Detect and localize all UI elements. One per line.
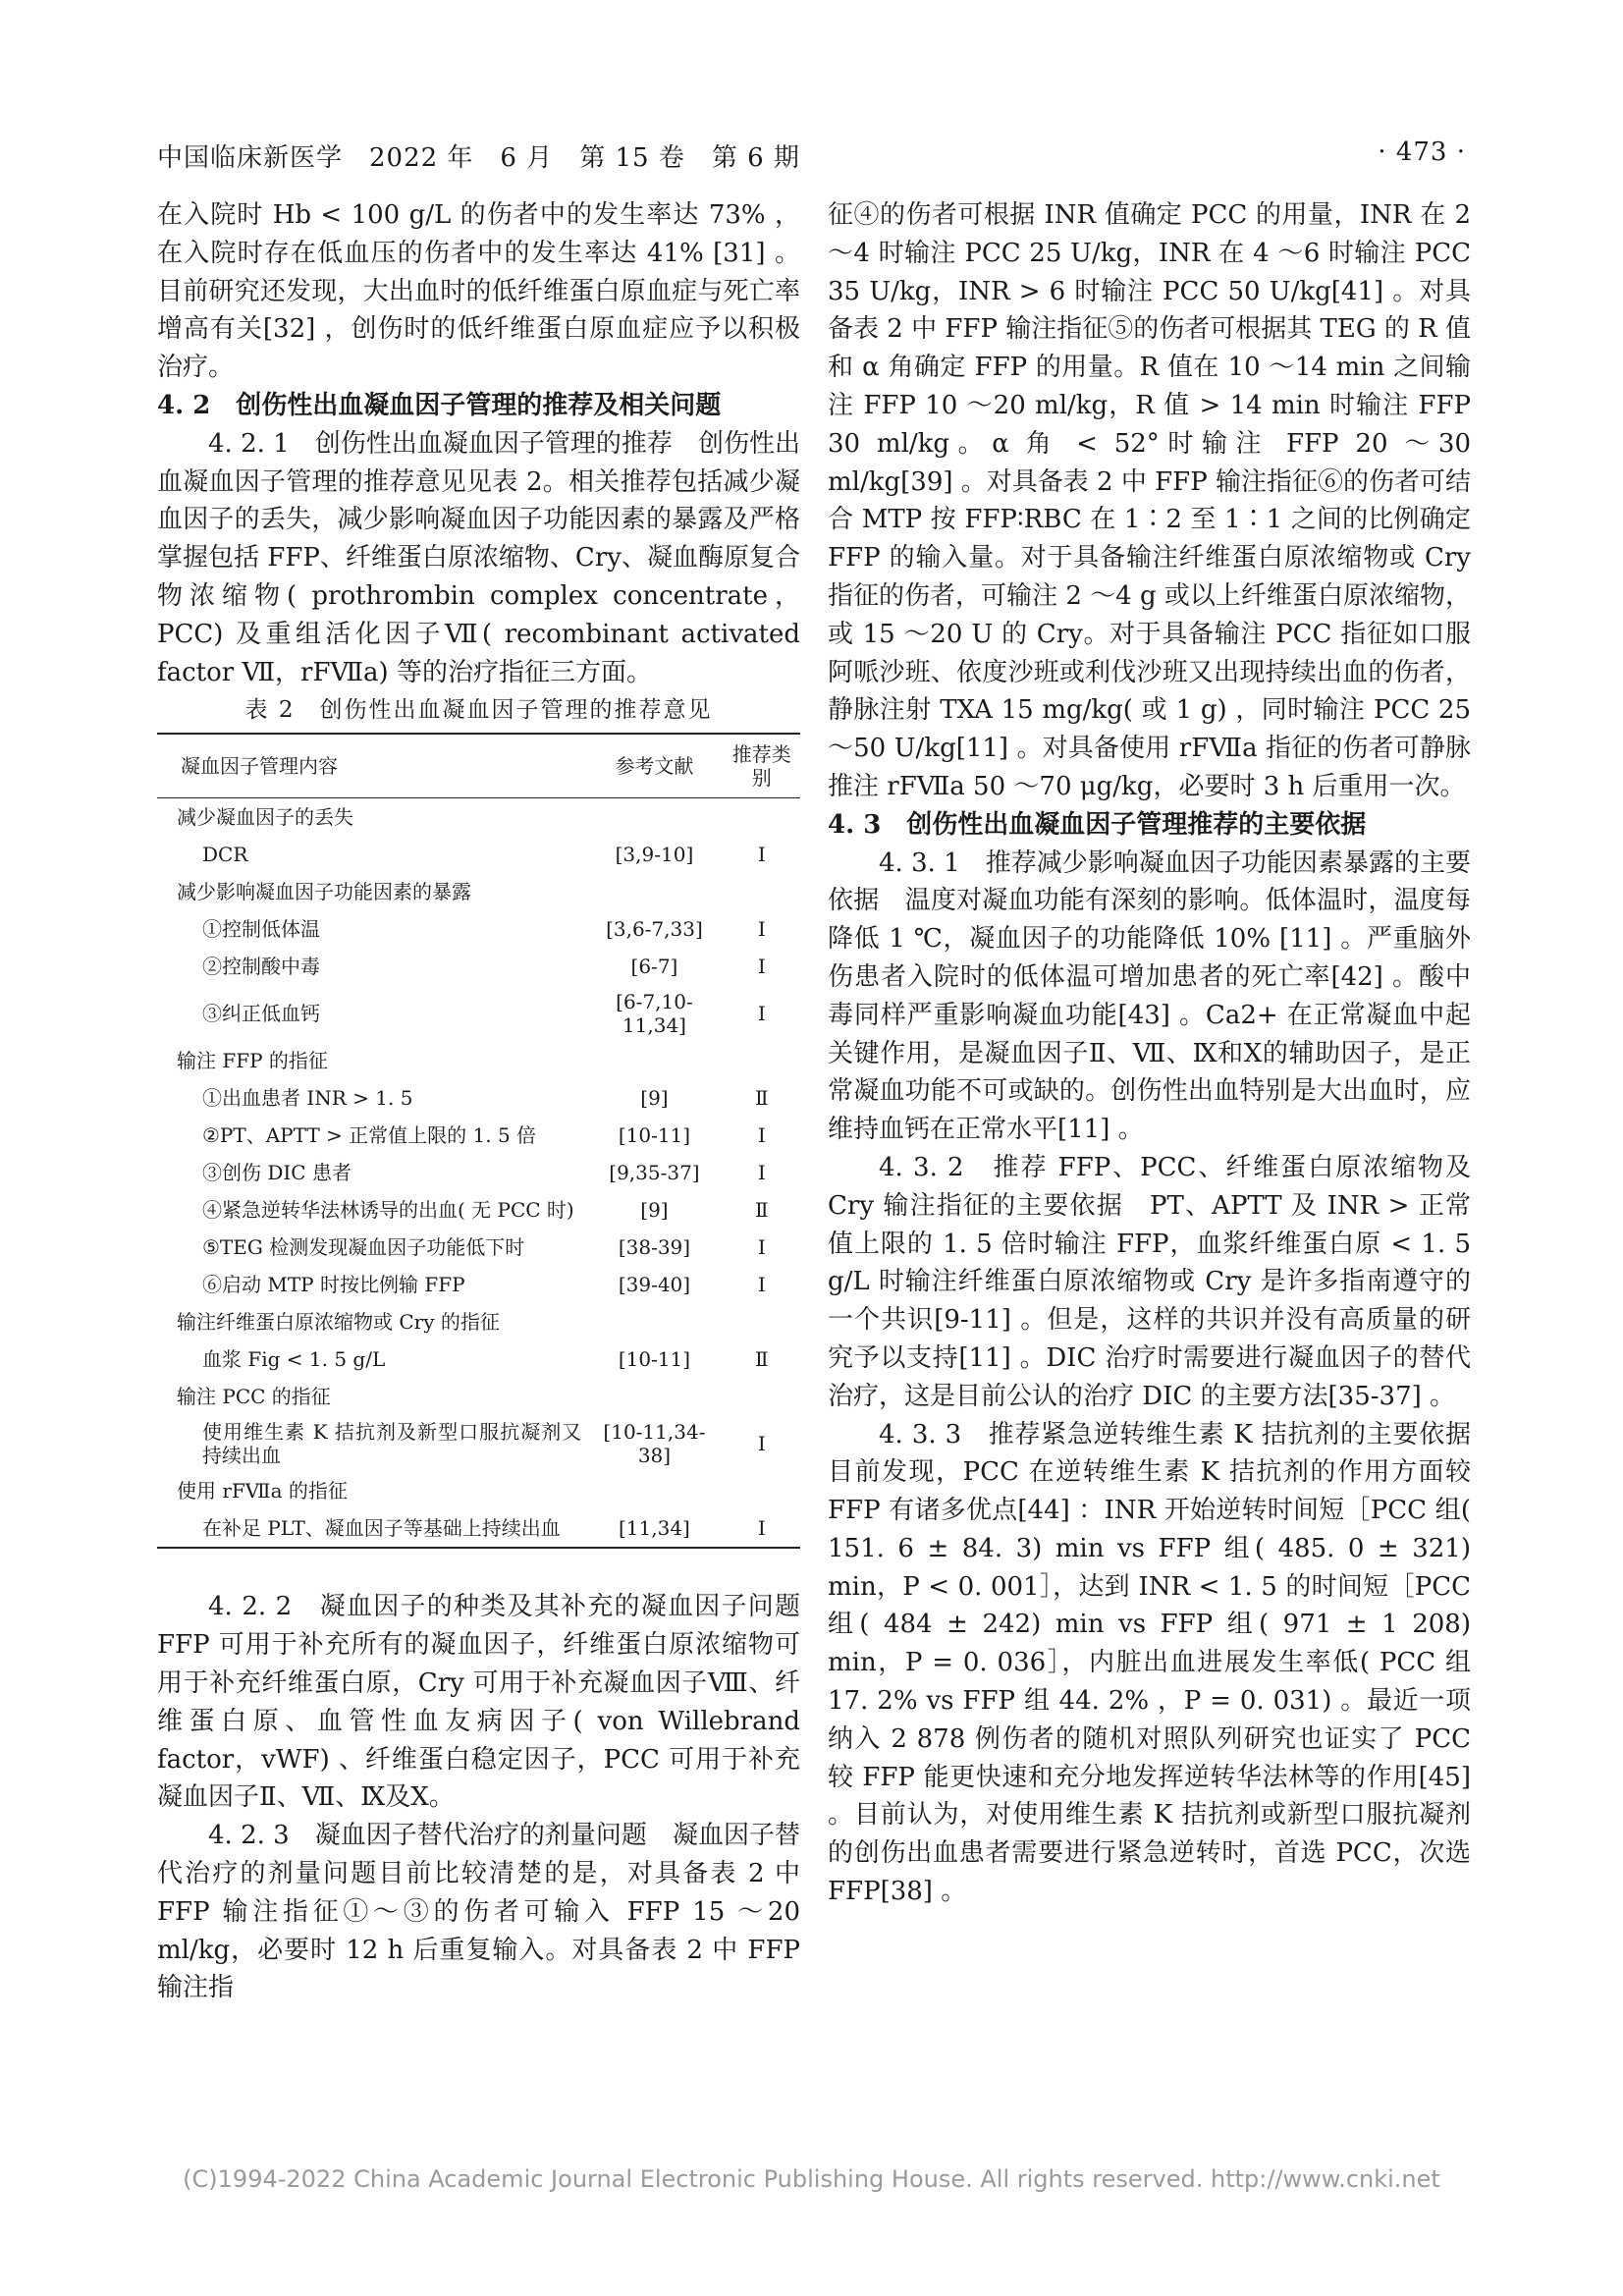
table-body (157, 798, 800, 1549)
cell-reference: [38-39] (618, 1235, 691, 1260)
cell-grade: Ⅰ (757, 843, 766, 867)
left-column (157, 196, 827, 2007)
running-header-journal: 中国临床新医学 2022 年 6 月 第 15 卷 第 6 期 (157, 143, 800, 173)
cell-reference: [9] (640, 1198, 669, 1223)
cell-content: ⑥启动 MTP 时按比例输 FFP (202, 1273, 465, 1297)
table-row (157, 948, 800, 985)
table-row (157, 1340, 800, 1378)
table-row (157, 985, 800, 1042)
cell-grade: Ⅰ (757, 955, 766, 979)
cell-reference (585, 1042, 723, 1079)
cell-reference: [11,34] (619, 1516, 690, 1541)
cell-content: 使用维生素 K 拮抗剂及新型口服抗凝剂又持续出血 (202, 1420, 582, 1468)
cell-reference (585, 873, 723, 910)
paragraph-4-2-1: 4. 2. 1 创伤性出血凝血因子管理的推荐 创伤性出血凝血因子管理的推荐意见见表 2。相关推荐包括减少凝血因子的丢失，减少影响凝血因子功能因素的暴露及严格掌握包括 FFP、纤维蛋白原浓缩物、Cry、凝血酶原复合物浓缩物( prothrombin complex concentrate，PCC) 及重组活化因子Ⅶ( recombinant activated factor Ⅶ，rFⅦa) 等的治疗指征三方面。 (157, 428, 800, 687)
cell-reference: [10-11,34-38] (603, 1420, 706, 1468)
table-row (157, 1191, 800, 1229)
cell-reference: [10-11] (618, 1347, 691, 1372)
cell-content: ①控制低体温 (202, 917, 320, 942)
table-row (157, 1154, 800, 1191)
cell-reference: [10-11] (618, 1123, 691, 1148)
cell-reference: [39-40] (618, 1273, 691, 1297)
table-row (157, 798, 800, 837)
copyright-footer: (C)1994-2022 China Academic Journal Electronic Publishing House. All rights reserved. http://www.cnki.net (183, 2165, 1440, 2193)
cell-grade (724, 1378, 800, 1415)
cell-content: 减少凝血因子的丢失 (177, 805, 353, 830)
table-header-row (157, 734, 800, 798)
paragraph-4-2-3: 4. 2. 3 凝血因子替代治疗的剂量问题 凝血因子替代治疗的剂量问题目前比较清楚的是，对具备表 2 中 FFP 输注指征①～③的伤者可输入 FFP 15 ～20 ml/kg，必要时 12 h 后重复输入。对具备表 2 中 FFP 输注指 (157, 1821, 800, 2003)
cell-grade: Ⅰ (757, 1161, 766, 1185)
cell-content: ③纠正低血钙 (202, 1002, 320, 1026)
cell-content: 血浆 Fig < 1. 5 g/L (202, 1347, 386, 1372)
cell-reference: [3,9-10] (615, 843, 694, 867)
column-header-grade: 推荐类别 (724, 734, 800, 798)
table-row (157, 1378, 800, 1415)
cell-reference: [3,6-7,33] (606, 917, 703, 942)
table-row (157, 1472, 800, 1509)
cell-reference: [9] (640, 1086, 669, 1111)
cell-content: 输注 FFP 的指征 (177, 1049, 328, 1073)
cell-grade: Ⅰ (757, 1273, 766, 1297)
paragraph-4-3-1: 4. 3. 1 推荐减少影响凝血因子功能因素暴露的主要依据 温度对凝血功能有深刻的影响。低体温时，温度每降低 1 ℃，凝血因子的功能降低 10% [11] 。严重脑外伤患者入院时的低体温可增加患者的死亡率[42] 。酸中毒同样严重影响凝血功能[43] 。Ca2+ 在正常凝血中起关键作用，是凝血因子Ⅱ、Ⅶ、Ⅸ和Ⅹ的辅助因子，是正常凝血功能不可或缺的。创伤性出血特别是大出血时，应维持血钙在正常水平[11] 。 (828, 847, 1471, 1145)
cell-content: ①出血患者 INR > 1. 5 (202, 1086, 413, 1111)
cell-reference: [6-7] (630, 955, 678, 979)
table-row (157, 1509, 800, 1548)
right-column (828, 196, 1497, 1911)
cell-grade: Ⅰ (757, 1235, 766, 1260)
cell-reference (585, 1472, 723, 1509)
cell-grade (724, 798, 800, 837)
cell-content: ⑤TEG 检测发现凝血因子功能低下时 (202, 1235, 525, 1260)
cell-content: ③创伤 DIC 患者 (202, 1161, 352, 1185)
paragraph: 征④的伤者可根据 INR 值确定 PCC 的用量，INR 在 2 ～4 时输注 PCC 25 U/kg，INR 在 4 ～6 时输注 PCC 35 U/kg，INR > 6 时输注 PCC 50 U/kg[41] 。对具备表 2 中 FFP 输注指征⑤的伤者可根据其 TEG 的 R 值和 α 角确定 FFP 的用量。R 值在 10 ～14 min 之间输注 FFP 10 ～20 ml/kg，R 值 > 14 min 时输注 FFP 30 ml/kg。α 角 < 52°时输注 FFP 20 ～30 ml/kg[39] 。对具备表 2 中 FFP 输注指征⑥的伤者可结合 MTP 按 FFP∶RBC 在 1∶2 至 1∶1 之间的比例确定 FFP 的输入量。对于具备输注纤维蛋白原浓缩物或 Cry 指征的伤者，可输注 2 ～4 g 或以上纤维蛋白原浓缩物，或 15 ～20 U 的 Cry。对于具备输注 PCC 指征如口服阿哌沙班、依度沙班或利伐沙班又出现持续出血的伤者，静脉注射 TXA 15 mg/kg( 或 1 g) ，同时输注 PCC 25 ～50 U/kg[11] 。对具备使用 rFⅦa 指征的伤者可静脉推注 rFⅦa 50 ～70 μg/kg，必要时 3 h 后重用一次。 (828, 200, 1471, 801)
column-header-reference: 参考文献 (585, 734, 723, 798)
cell-content: ④紧急逆转华法林诱导的出血( 无 PCC 时) (202, 1198, 574, 1223)
section-heading-4-2: 4. 2 创伤性出血凝血因子管理的推荐及相关问题 (157, 390, 722, 420)
cell-content: ②PT、APTT > 正常值上限的 1. 5 倍 (202, 1123, 537, 1148)
table-row (157, 873, 800, 910)
cell-grade: Ⅱ (755, 1086, 769, 1111)
section-heading-4-3: 4. 3 创伤性出血凝血因子管理推荐的主要依据 (828, 809, 1367, 840)
cell-content: 输注纤维蛋白原浓缩物或 Cry 的指征 (177, 1310, 500, 1335)
cell-reference (585, 798, 723, 837)
cell-content: DCR (202, 843, 248, 867)
cell-grade (724, 1042, 800, 1079)
column-header-content: 凝血因子管理内容 (157, 734, 585, 798)
paragraph-4-3-3: 4. 3. 3 推荐紧急逆转维生素 K 拮抗剂的主要依据 目前发现，PCC 在逆转维生素 K 拮抗剂的作用方面较 FFP 有诸多优点[44] ：INR 开始逆转时间短［PCC 组( 151. 6 ± 84. 3) min vs FFP 组( 485. 0 ± 321) min，P < 0. 001］，达到 INR < 1. 5 的时间短［PCC 组( 484 ± 242) min vs FFP 组( 971 ± 1 208) min，P = 0. 036］，内脏出血进展发生率低( PCC 组 17. 2% vs FFP 组 44. 2% ，P = 0. 031) 。最近一项纳入 2 878 例伤者的随机对照队列研究也证实了 PCC 较 FFP 能更快速和充分地发挥逆转华法林等的作用[45] 。目前认为，对使用维生素 K 拮抗剂或新型口服抗凝剂的创伤出血患者需要进行紧急逆转时，首选 PCC，次选 FFP[38] 。 (828, 1419, 1497, 1907)
cell-grade (724, 1472, 800, 1509)
cell-reference (585, 1378, 723, 1415)
table-caption: 表 2 创伤性出血凝血因子管理的推荐意见 (244, 697, 713, 724)
cell-grade: Ⅱ (755, 1198, 769, 1223)
recommendation-table (157, 733, 800, 1549)
table-row (157, 1266, 800, 1303)
table-row (157, 1079, 800, 1117)
table-row (157, 910, 800, 948)
cell-grade: Ⅰ (757, 1123, 766, 1148)
cell-grade: Ⅱ (755, 1347, 769, 1372)
table-row (157, 1042, 800, 1079)
cell-grade: Ⅰ (757, 917, 766, 942)
table-row (157, 1303, 800, 1340)
paragraph: 在入院时 Hb < 100 g/L 的伤者中的发生率达 73% ，在入院时存在低血压的伤者中的发生率达 41% [31] 。目前研究还发现，大出血时的低纤维蛋白原血症与死亡率增高有关[32] ，创伤时的低纤维蛋白原血症应予以积极治疗。 (157, 200, 800, 383)
cell-reference (585, 1303, 723, 1340)
table-row (157, 836, 800, 873)
cell-grade (724, 873, 800, 910)
table-row (157, 1415, 800, 1472)
paragraph-4-3-2: 4. 3. 2 推荐 FFP、PCC、纤维蛋白原浓缩物及 Cry 输注指征的主要依据 PT、APTT 及 INR > 正常值上限的 1. 5 倍时输注 FFP，血浆纤维蛋白原 < 1. 5 g/L 时输注纤维蛋白原浓缩物或 Cry 是许多指南遵守的一个共识[9-11] 。但是，这样的共识并没有高质量的研究予以支持[11] 。DIC 治疗时需要进行凝血因子的替代治疗，这是目前公认的治疗 DIC 的主要方法[35-37] 。 (828, 1152, 1471, 1411)
cell-reference: [9,35-37] (609, 1161, 700, 1185)
cell-content: 输注 PCC 的指征 (177, 1385, 331, 1409)
cell-content: ②控制酸中毒 (202, 955, 320, 979)
table-row (157, 1117, 800, 1154)
cell-grade: Ⅰ (757, 1002, 766, 1026)
paragraph-4-2-2: 4. 2. 2 凝血因子的种类及其补充的凝血因子问题 FFP 可用于补充所有的凝血因子，纤维蛋白原浓缩物可用于补充纤维蛋白原，Cry 可用于补充凝血因子Ⅷ、纤维蛋白原、血管性血友病因子( von Willebrand factor，vWF) 、纤维蛋白稳定因子，PCC 可用于补充凝血因子Ⅱ、Ⅶ、Ⅸ及Ⅹ。 (157, 1592, 827, 1813)
cell-content: 使用 rFⅦa 的指征 (177, 1479, 348, 1503)
page-number: · 473 · (1378, 137, 1466, 167)
cell-grade (724, 1303, 800, 1340)
cell-grade: Ⅰ (757, 1516, 766, 1541)
cell-content: 减少影响凝血因子功能因素的暴露 (177, 880, 471, 904)
cell-grade: Ⅰ (757, 1432, 766, 1456)
table-row (157, 1229, 800, 1266)
cell-content: 在补足 PLT、凝血因子等基础上持续出血 (202, 1516, 561, 1541)
cell-reference: [6-7,10-11,34] (616, 990, 693, 1038)
